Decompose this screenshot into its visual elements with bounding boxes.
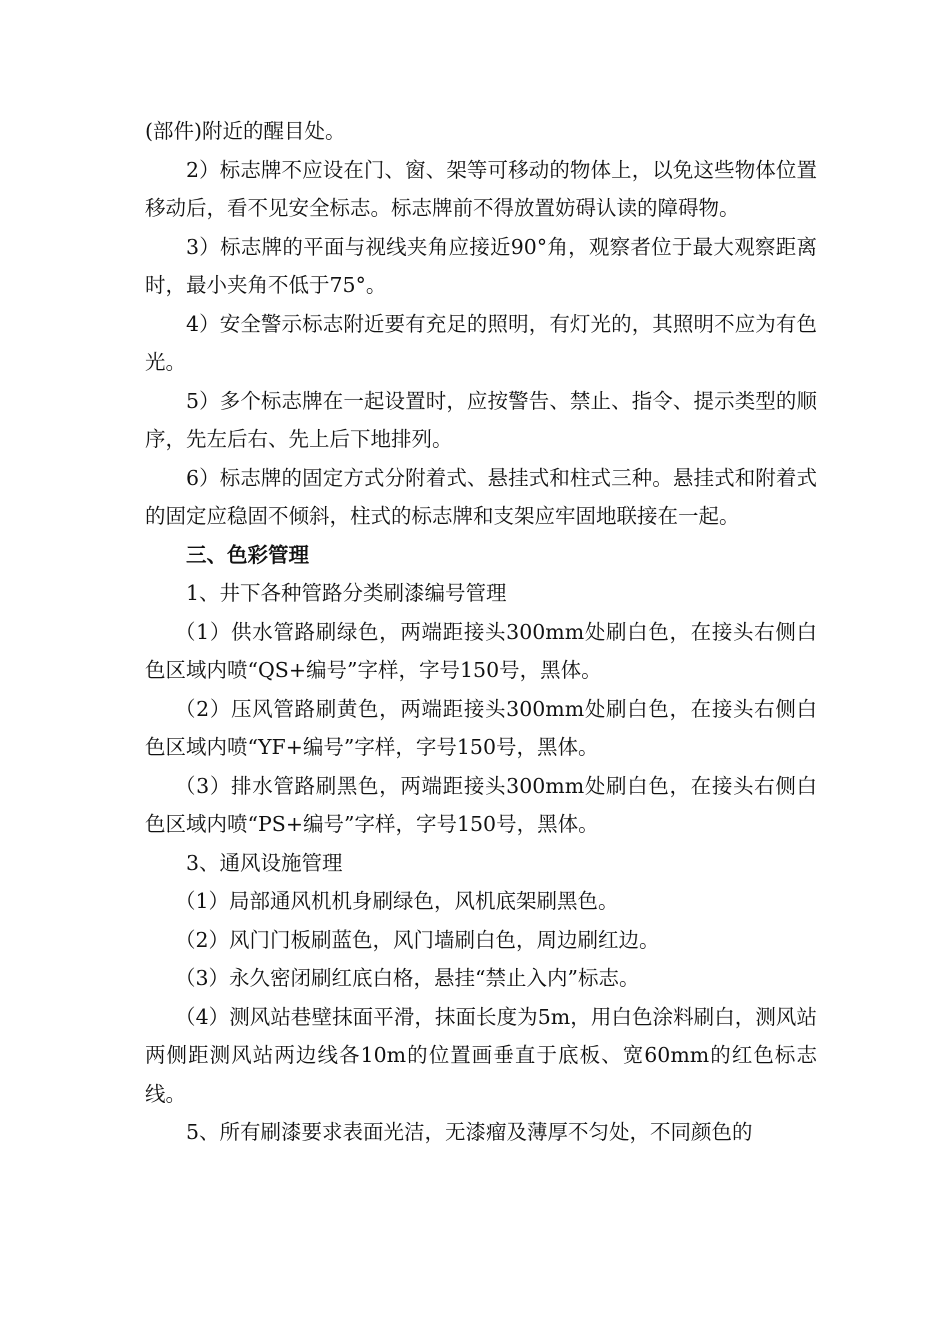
section-heading-color-management: 三、色彩管理 <box>186 542 309 567</box>
paragraph-continuation: (部件)附近的醒目处。 <box>145 119 346 143</box>
subheading-pipeline-painting: 1、井下各种管路分类刷漆编号管理 <box>186 581 507 605</box>
paragraph-item-3: 3）标志牌的平面与视线夹角应接近90°角，观察者位于最大观察距离时，最小夹角不低于75°。 <box>145 234 817 297</box>
paragraph-air-pipe: （2）压风管路刷黄色，两端距接头300mm处刷白色，在接头右侧白色区域内喷“YF+编号”字样，字号150号，黑体。 <box>145 696 817 759</box>
paragraph-painting-requirements: 5、所有刷漆要求表面光洁，无漆瘤及薄厚不匀处，不同颜色的 <box>186 1120 753 1144</box>
document-page <box>145 112 817 1152</box>
paragraph-item-5: 5）多个标志牌在一起设置时，应按警告、禁止、指令、提示类型的顺序，先左后右、先上后下地排列。 <box>145 388 817 451</box>
paragraph-seal: （3）永久密闭刷红底白格，悬挂“禁止入内”标志。 <box>175 966 640 990</box>
paragraph-fan: （1）局部通风机机身刷绿色，风机底架刷黑色。 <box>175 889 619 913</box>
paragraph-measuring-station: （4）测风站巷壁抹面平滑，抹面长度为5m，用白色涂料刷白，测风站两侧距测风站两边线各10m的位置画垂直于底板、宽60mm的红色标志线。 <box>145 1004 817 1106</box>
paragraph-air-door: （2）风门门板刷蓝色，风门墙刷白色，周边刷红边。 <box>175 927 660 952</box>
paragraph-item-6: 6）标志牌的固定方式分附着式、悬挂式和柱式三种。悬挂式和附着式的固定应稳固不倾斜，柱式的标志牌和支架应牢固地联接在一起。 <box>145 465 817 528</box>
paragraph-item-4: 4）安全警示标志附近要有充足的照明，有灯光的，其照明不应为有色光。 <box>145 311 817 374</box>
paragraph-water-pipe: （1）供水管路刷绿色，两端距接头300mm处刷白色，在接头右侧白色区域内喷“QS+编号”字样，字号150号，黑体。 <box>145 619 817 682</box>
paragraph-item-2: 2）标志牌不应设在门、窗、架等可移动的物体上，以免这些物体位置移动后，看不见安全标志。标志牌前不得放置妨碍认读的障碍物。 <box>145 157 817 220</box>
subheading-ventilation: 3、通风设施管理 <box>186 850 343 875</box>
paragraph-drain-pipe: （3）排水管路刷黑色，两端距接头300mm处刷白色，在接头右侧白色区域内喷“PS+编号”字样，字号150号，黑体。 <box>145 773 817 836</box>
